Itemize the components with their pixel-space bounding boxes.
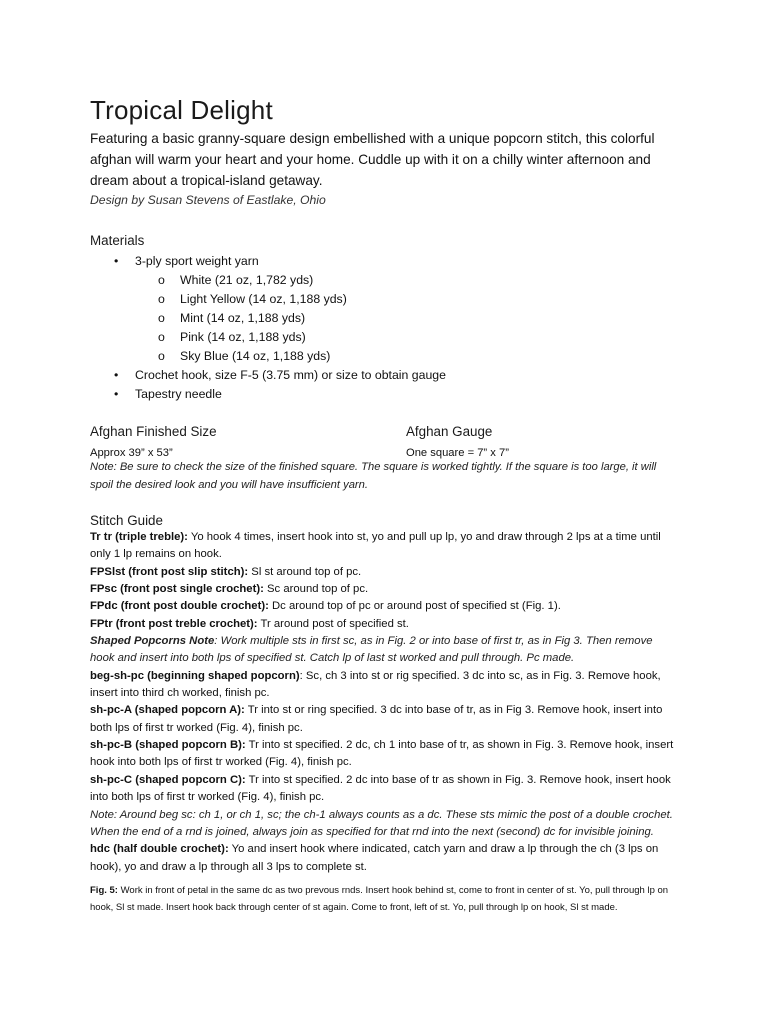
yarn-color: Light Yellow (14 oz, 1,188 yds) [180,292,347,306]
page-title: Tropical Delight [90,95,273,125]
stitch-term: FPSlst (front post slip stitch): [90,565,249,578]
stitch-term: Shaped Popcorns Note [90,635,215,648]
finished-size-heading: Afghan Finished Size [90,424,217,439]
sub-bullet-icon: o [158,349,165,363]
yarn-color: White (21 oz, 1,782 yds) [180,273,314,287]
stitch-entry [90,841,680,876]
stitch-definition: Tr into st specified. 2 dc into base of tr as shown in Fig. 3. Remove hook, insert hook into both lps of first tr worked (Fig. 4), finish pc. [90,773,671,804]
stitch-guide-list [90,529,680,876]
stitch-term: sh-pc-C (shaped popcorn C): [90,773,246,786]
yarn-color: Mint (14 oz, 1,188 yds) [180,311,306,325]
list-item [90,328,680,347]
finished-size-value: Approx 39” x 53” [90,447,173,459]
bullet-icon: • [114,254,119,268]
material-needle: Tapestry needle [135,387,222,401]
stitch-entry [90,598,680,615]
list-item [90,385,680,404]
stitch-note [90,633,680,668]
fig5-caption [90,882,682,916]
sub-bullet-icon: o [158,311,165,325]
stitch-definition: Yo and insert hook where indicated, catch yarn and draw a lp through the ch (3 lps on hook), yo and draw a lp through all 3 lps to complete st. [90,843,659,873]
gauge-heading: Afghan Gauge [406,424,493,439]
list-item [90,271,680,290]
bullet-icon: • [114,387,119,401]
stitch-term: FPtr (front post treble crochet): [90,617,258,630]
stitch-entry [90,581,680,598]
stitch-definition: : Sc, ch 3 into st or rig specified. 3 dc into sc, as in Fig. 3. Remove hook, insert into third ch worked, finish pc. [90,669,661,700]
gauge-value: One square = 7” x 7” [406,447,509,459]
materials-list [90,252,680,404]
stitch-definition: Sc around top of pc. [263,583,369,596]
material-yarn: 3-ply sport weight yarn [135,254,259,268]
stitch-term: FPsc (front post single crochet): [90,583,264,596]
stitch-entry [90,737,680,772]
stitch-entry [90,616,680,633]
size-note: Note: Be sure to check the size of the finished square. The square is worked tightly. If the square is too large, it will spoil the desired look and you will have insufficient yarn. [90,461,657,491]
stitch-entry [90,529,680,564]
sub-bullet-icon: o [158,330,165,344]
list-item [90,290,680,309]
stitch-definition: : Work multiple sts in first sc, as in Fig. 2 or into base of first tr, as in Fig 3. Then remove hook and insert into both lps of specified st. Catch lp of last st worked and pull through. Pc made. [90,635,653,665]
stitch-definition: Tr into st or ring specified. 3 dc into base of tr, as in Fig 3. Remove hook, insert into both lps of first tr worked (Fig. 4), finish pc. [90,704,663,734]
list-item [90,252,680,271]
gauge-section [406,423,509,461]
stitch-term: sh-pc-A (shaped popcorn A): [90,704,245,717]
stitch-definition: Tr around post of specified st. [257,617,409,630]
material-hook: Crochet hook, size F-5 (3.75 mm) or size to obtain gauge [135,368,446,382]
fig5-text: Work in front of petal in the same dc as two prevous rnds. Insert hook behind st, come to front in center of st. Yo, pull through lp on hook, Sl st made. Insert hook back through center of st again. Come to front, left of st. Yo, pull through lp on hook, Sl st made. [90,885,669,914]
stitch-definition: Yo hook 4 times, insert hook into st, yo and pull up lp, yo and draw through 2 lps at a time until only 1 lp remains on hook. [90,531,661,561]
stitch-term: Tr tr (triple treble): [90,531,188,543]
stitch-note [90,807,680,842]
stitch-term: hdc (half double crochet): [90,843,229,856]
stitch-term: beg-sh-pc (beginning shaped popcorn) [90,669,300,682]
finished-size-section [90,423,217,461]
list-item [90,309,680,328]
sub-bullet-icon: o [158,292,165,306]
stitch-term: sh-pc-B (shaped popcorn B): [90,739,246,752]
bullet-icon: • [114,368,119,382]
yarn-color: Sky Blue (14 oz, 1,188 yds) [180,349,331,363]
fig5-label: Fig. 5: [90,885,118,896]
stitch-definition: Sl st around top of pc. [248,565,362,578]
list-item [90,366,680,385]
list-item [90,347,680,366]
yarn-color: Pink (14 oz, 1,188 yds) [180,330,306,344]
stitch-definition: Dc around top of pc or around post of specified st (Fig. 1). [268,600,561,613]
stitch-entry [90,702,680,737]
stitch-definition: Note: Around beg sc: ch 1, or ch 1, sc; the ch-1 always counts as a dc. These sts mimic the post of a double crochet. When the end of a rnd is joined, always join as specified for that rnd into the next (second) dc for invisible joining. [90,808,673,838]
stitch-definition: Tr into st specified. 2 dc, ch 1 into base of tr, as shown in Fig. 3. Remove hook, insert hook into both lps of first tr worked (Fig. 4), finish pc. [90,739,674,769]
designer-byline: Design by Susan Stevens of Eastlake, Ohio [90,193,326,207]
stitch-entry [90,772,680,807]
intro-paragraph: Featuring a basic granny-square design embellished with a unique popcorn stitch, this colorful afghan will warm your heart and your home. Cuddle up with it on a chilly winter afternoon and dream about a tropical-island getaway. [90,131,655,188]
sub-bullet-icon: o [158,273,165,287]
stitch-term: FPdc (front post double crochet): [90,600,269,613]
stitch-guide-heading: Stitch Guide [90,513,163,528]
stitch-entry [90,564,680,581]
materials-heading: Materials [90,233,145,248]
stitch-entry [90,668,680,703]
